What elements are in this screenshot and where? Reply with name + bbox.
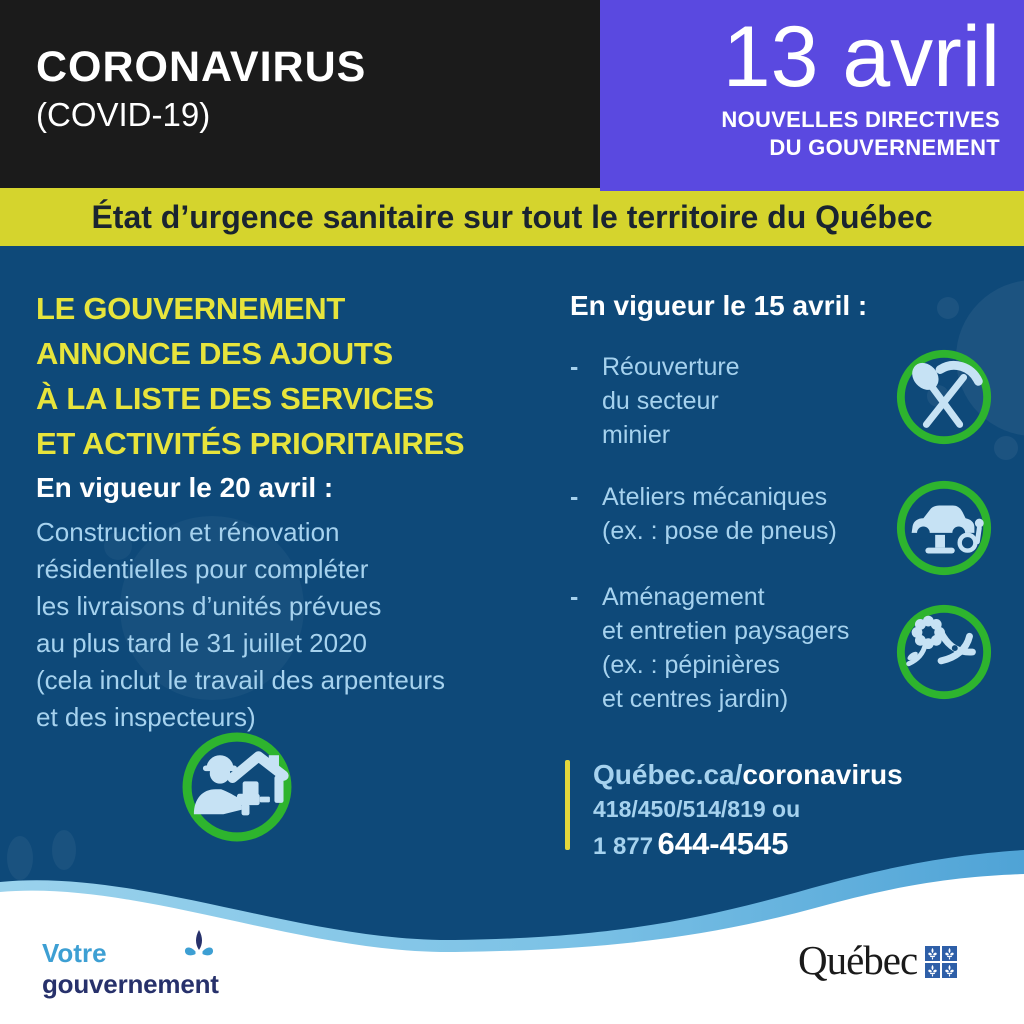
directive-line: NOUVELLES DIRECTIVES: [721, 106, 1000, 132]
website-url: [593, 759, 903, 791]
list-line: Réouverture: [602, 353, 740, 381]
date-label: 13 avril: [722, 9, 1000, 105]
flag-square-fleur-icon: [925, 963, 940, 978]
paragraph-line: résidentielles pour compléter: [36, 554, 369, 584]
list-line: Aménagement: [602, 583, 765, 611]
tollfree-prefix: 1 877: [593, 833, 654, 860]
bullet-dash: -: [570, 483, 579, 511]
list-line: et entretien paysagers: [602, 617, 850, 645]
directive-line: DU GOUVERNEMENT: [769, 135, 1000, 161]
list-line: (ex. : pose de pneus): [602, 517, 837, 545]
construction-paragraph: [36, 514, 445, 736]
list-line: et centres jardin): [602, 685, 789, 713]
announcement-line: À LA LISTE DES SERVICES: [36, 381, 434, 416]
url-prefix: Québec.ca/: [593, 759, 743, 790]
list-item-mining: [570, 350, 740, 452]
announcement-line: ANNONCE DES AJOUTS: [36, 336, 393, 371]
list-item-text: [602, 580, 849, 716]
mining-icon: [893, 346, 995, 448]
emergency-banner: [0, 188, 1024, 246]
list-item-garage: [570, 480, 837, 548]
paragraph-line: et des inspecteurs): [36, 702, 256, 732]
list-line: Ateliers mécaniques: [602, 483, 828, 511]
list-item-landscaping: [570, 580, 849, 716]
list-item-text: [602, 480, 837, 548]
emergency-banner-text: État d’urgence sanitaire sur tout le territoire du Québec: [91, 199, 933, 235]
votre-label: Votre: [42, 938, 107, 968]
car-lift-icon: [893, 477, 995, 579]
list-line: (ex. : pépinières: [602, 651, 780, 679]
header-black-panel: [0, 0, 600, 188]
page-subtitle: (COVID-19): [36, 96, 211, 133]
votre-gouvernement-logo: [42, 940, 219, 997]
url-path: coronavirus: [742, 759, 903, 790]
page-title: CORONAVIRUS: [36, 43, 367, 91]
announcement-line: LE GOUVERNEMENT: [36, 291, 345, 326]
paragraph-line: (cela inclut le travail des arpenteurs: [36, 665, 445, 695]
effective-date-20-label: En vigueur le 20 avril :: [36, 472, 334, 503]
paragraph-line: Construction et rénovation: [36, 517, 340, 547]
fleur-de-lis-icon: [182, 928, 216, 970]
quebec-wordmark-logo: [798, 937, 957, 983]
paragraph-line: au plus tard le 31 juillet 2020: [36, 628, 368, 658]
tollfree-digits: 644-4545: [657, 826, 789, 861]
gardening-icon: [893, 601, 995, 703]
announcement-heading: [36, 286, 464, 466]
paragraph-line: les livraisons d’unités prévues: [36, 591, 382, 621]
bullet-dash: -: [570, 583, 579, 611]
flag-square-fleur-icon: [942, 946, 957, 961]
list-line: du secteur: [602, 387, 719, 415]
phone-area-codes: 418/450/514/819 ou: [593, 796, 801, 822]
quebec-wordmark-text: Québec: [798, 937, 918, 983]
list-item-text: [602, 350, 740, 452]
announcement-line: ET ACTIVITÉS PRIORITAIRES: [36, 426, 465, 461]
bullet-dash: -: [570, 353, 579, 381]
quebec-flag-icon: [925, 946, 957, 978]
list-line: minier: [602, 421, 671, 449]
flag-square-fleur-icon: [925, 946, 940, 961]
effective-date-15-label: En vigueur le 15 avril :: [570, 290, 868, 321]
flag-square-fleur-icon: [942, 963, 957, 978]
gouvernement-label: gouvernement: [42, 969, 219, 999]
header-date-panel: [600, 0, 1024, 191]
